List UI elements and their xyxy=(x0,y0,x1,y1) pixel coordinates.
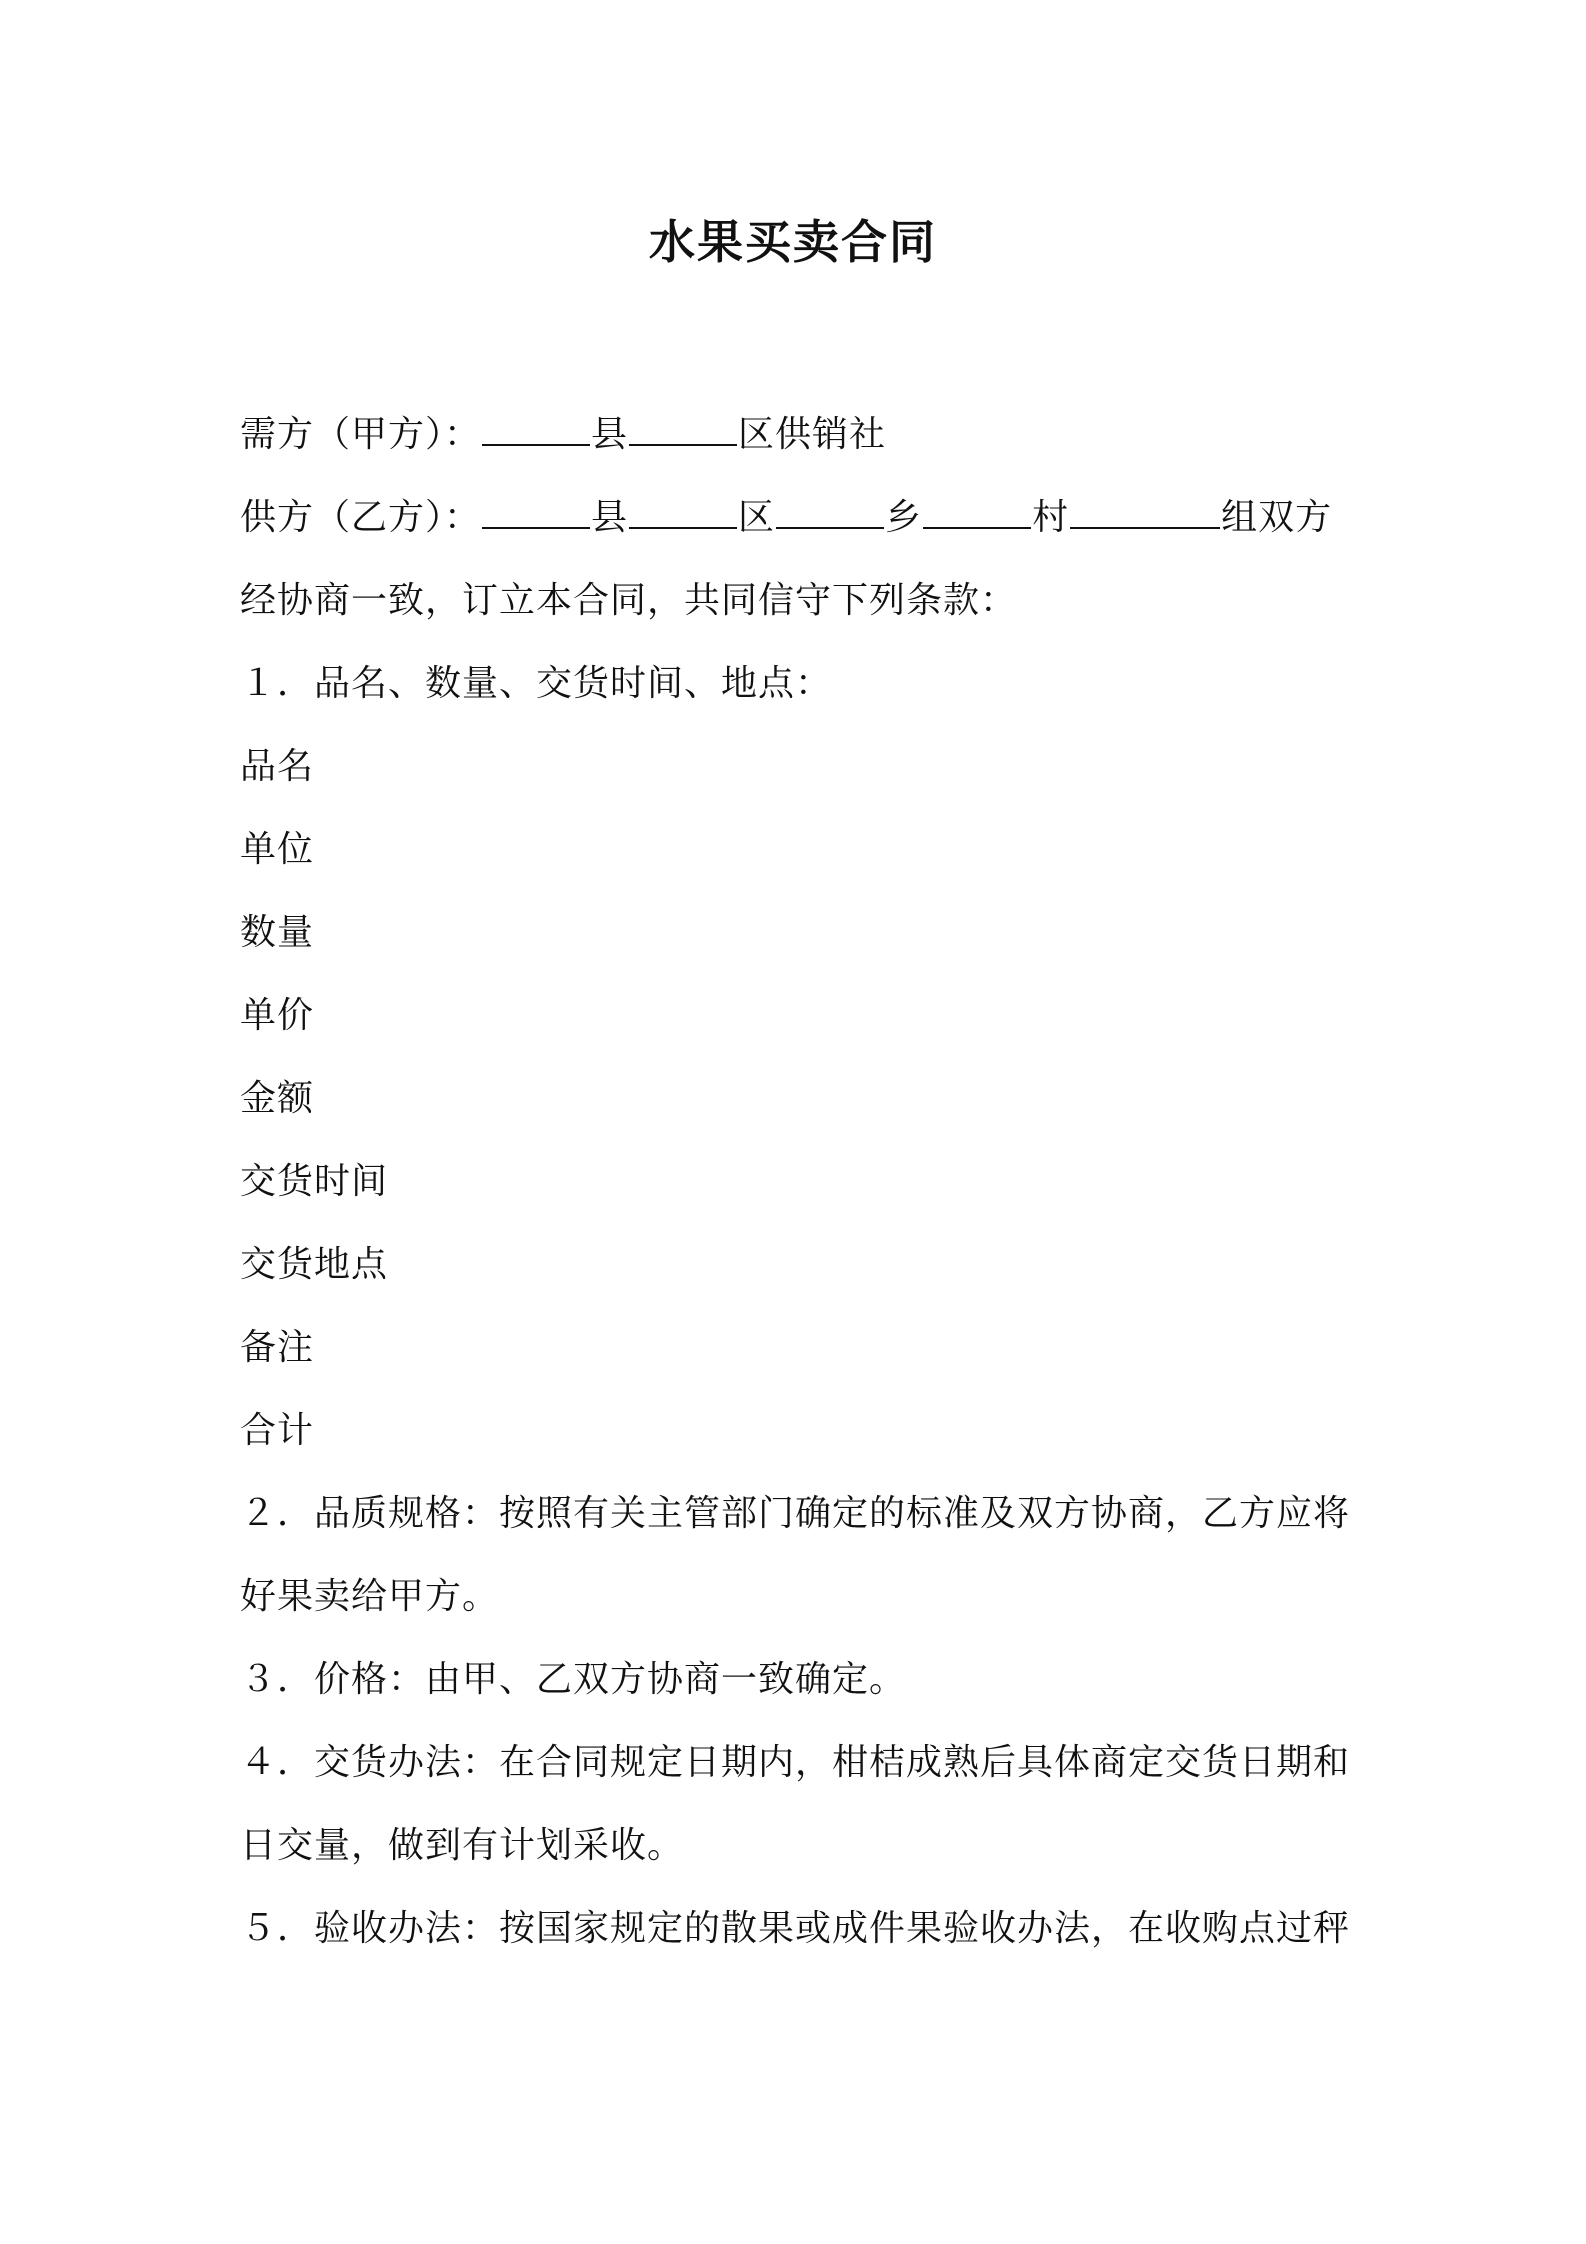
item-unit: 单位 xyxy=(240,829,315,870)
demand-district-blank xyxy=(629,406,737,446)
supply-district-blank xyxy=(629,489,737,529)
clause-5-line-1: ５．验收办法：按国家规定的散果或成件果验收办法，在收购点过秤 xyxy=(240,1908,1351,1949)
item-total: 合计 xyxy=(240,1410,315,1451)
demand-county-blank xyxy=(482,406,590,446)
supply-township-blank xyxy=(776,489,884,529)
clause-3: ３．价格：由甲、乙双方协商一致确定。 xyxy=(240,1659,907,1700)
supply-group-blank xyxy=(1070,489,1220,529)
supply-village-blank xyxy=(923,489,1031,529)
item-quantity: 数量 xyxy=(240,912,315,953)
clause-4-line-2: 日交量，做到有计划采收。 xyxy=(240,1825,685,1866)
supply-suffix-text: 组双方 xyxy=(1221,497,1333,538)
document-body xyxy=(240,405,1360,1982)
clause-1-heading: １．品名、数量、交货时间、地点： xyxy=(240,663,833,704)
demand-county-text: 县 xyxy=(591,414,629,455)
intro-paragraph: 经协商一致，订立本合同，共同信守下列条款： xyxy=(240,580,1018,621)
supply-party-line xyxy=(240,488,1360,571)
supply-district-text: 区 xyxy=(738,497,776,538)
demand-party-line xyxy=(240,405,1360,488)
clause-2-line-1: ２．品质规格：按照有关主管部门确定的标准及双方协商，乙方应将 xyxy=(240,1493,1351,1534)
supply-village-text: 村 xyxy=(1032,497,1070,538)
demand-suffix-text: 区供销社 xyxy=(738,414,887,455)
clause-4-line-1: ４．交货办法：在合同规定日期内，柑桔成熟后具体商定交货日期和 xyxy=(240,1742,1351,1783)
document-title: 水果买卖合同 xyxy=(649,215,937,269)
demand-party-label: 需方（甲方）： xyxy=(240,414,482,455)
item-product-name: 品名 xyxy=(240,746,315,787)
item-remarks: 备注 xyxy=(240,1327,315,1368)
supply-township-text: 乡 xyxy=(885,497,923,538)
supply-party-label: 供方（乙方）： xyxy=(240,497,482,538)
item-amount: 金额 xyxy=(240,1078,315,1119)
supply-county-blank xyxy=(482,489,590,529)
item-delivery-time: 交货时间 xyxy=(240,1161,389,1202)
item-unit-price: 单价 xyxy=(240,995,315,1036)
item-delivery-place: 交货地点 xyxy=(240,1244,389,1285)
supply-county-text: 县 xyxy=(591,497,629,538)
clause-2-line-2: 好果卖给甲方。 xyxy=(240,1576,500,1617)
